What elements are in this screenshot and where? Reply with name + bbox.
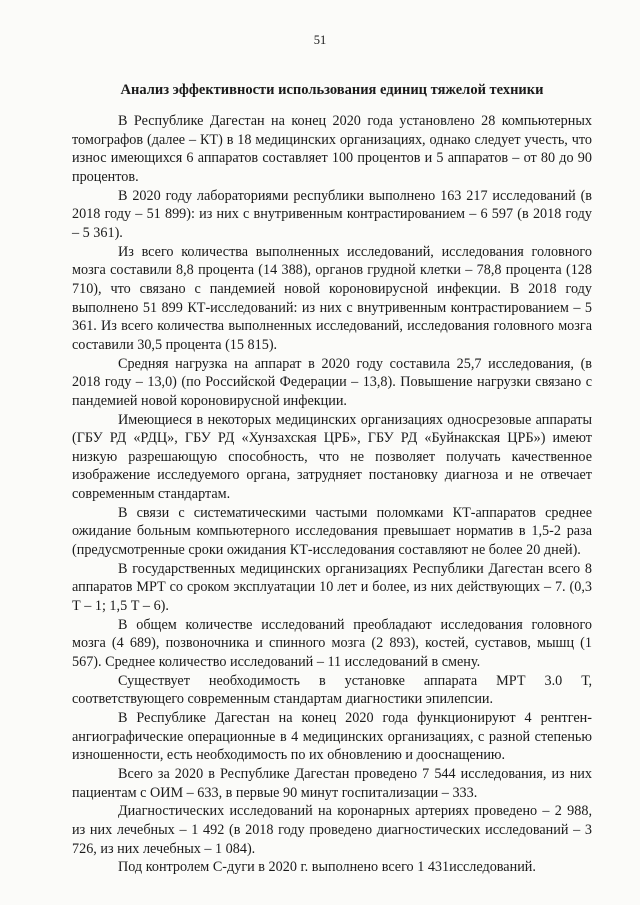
page-number: 51	[313, 33, 327, 47]
paragraph-angiography-rooms: В Республике Дагестан на конец 2020 года функционируют 4 рентген-ангиографические операционные в 4 медицинских организациях, с разной степенью изношенности, есть необходимость по их обновлению и дооснащению.	[72, 710, 592, 764]
section-heading: Анализ эффективности использования единиц тяжелой техники	[120, 82, 544, 98]
body-text	[72, 112, 592, 877]
paragraph-c-arm: Под контролем С-дуги в 2020 г. выполнено всего 1 431исследований.	[118, 859, 536, 876]
paragraph-mri-need: Существует необходимость в установке аппарата МРТ 3.0 Т, соответствующего современным стандартам диагностики эпилепсии.	[72, 672, 592, 708]
paragraph-lab-studies: В 2020 году лабораториями республики выполнено 163 217 исследований (в 2018 году – 51 899): из них с внутривенным контрастированием – 6 597 (в 2018 году – 5 361).	[72, 187, 592, 241]
paragraph-ct-count: В Республике Дагестан на конец 2020 года установлено 28 компьютерных томографов (далее – КТ) в 18 медицинских организациях, однако следует учесть, что износ имеющихся 6 аппаратов составляет 100 процентов и 5 аппаратов – от 80 до 90 процентов.	[72, 113, 592, 185]
paragraph-waiting-time: В связи с систематическими частыми поломками КТ-аппаратов среднее ожидание больным компьютерного исследования превышает норматив в 1,5-2 раза (предусмотренные сроки ожидания КТ-исследования составляют не более 20 дней).	[72, 504, 592, 559]
paragraph-average-load: Средняя нагрузка на аппарат в 2020 году составила 25,7 исследования, (в 2018 году – 13,0) (по Российской Федерации – 13,8). Повышение нагрузки связано с пандемией новой короновирусной инфекции.	[72, 355, 592, 409]
paragraph-single-slice-devices: Имеющиеся в некоторых медицинских организациях односрезовые аппараты (ГБУ РД «РДЦ», ГБУ РД «Хунзахская ЦРБ», ГБУ РД «Буйнакская ЦРБ») имеют низкую разрешающую способность, что не позволяет получать качественное изображение исследуемого органа, затрудняет постановку диагноза и не отвечает современным стандартам.	[72, 411, 592, 503]
paragraph-angiography-studies: Всего за 2020 в Республике Дагестан проведено 7 544 исследования, из них пациентам с ОИМ – 633, в первые 90 минут госпитализации – 333.	[72, 765, 592, 801]
paragraph-study-breakdown: Из всего количества выполненных исследований, исследования головного мозга составили 8,8 процента (14 388), органов грудной клетки – 78,8 процента (128 710), что связано с пандемией новой короновирусной инфекции. В 2018 году выполнено 51 899 КТ-исследований: из них с внутривенным контрастированием – 5 361. Из всего количества выполненных исследований, исследования головного мозга составили 30,5 процента (15 815).	[72, 243, 592, 353]
paragraph-mri-studies: В общем количестве исследований преобладают исследования головного мозга (4 689), позвоночника и спинного мозга (2 893), костей, суставов, мышц (1 567). Среднее количество исследований – 11 исследований в смену.	[72, 616, 592, 671]
paragraph-coronary-studies: Диагностических исследований на коронарных артериях проведено – 2 988, из них лечебных – 1 492 (в 2018 году проведено диагностических исследований – 3 726, из них лечебных – 1 084).	[72, 803, 592, 857]
paragraph-mri-count: В государственных медицинских организациях Республики Дагестан всего 8 аппаратов МРТ со сроком эксплуатации 10 лет и более, из них действующих – 7. (0,3 Т – 1; 1,5 Т – 6).	[72, 560, 592, 615]
